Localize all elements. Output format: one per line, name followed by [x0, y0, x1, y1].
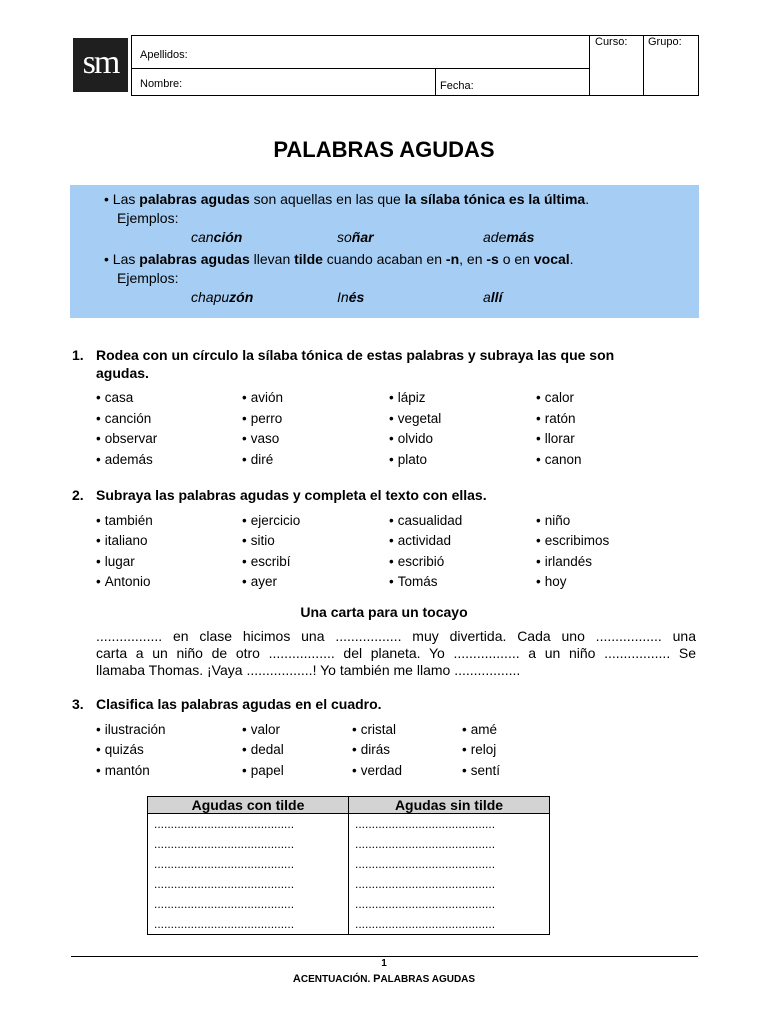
word-item: • observar: [96, 431, 157, 446]
header-divider: [589, 35, 590, 96]
fill-in-cell: ..........................................: [148, 834, 349, 854]
word-item: • quizás: [96, 742, 144, 757]
word-item: • vegetal: [389, 411, 441, 426]
word-item: • verdad: [352, 763, 402, 778]
fill-in-cell: ..........................................: [349, 914, 550, 935]
letter-text: [96, 628, 696, 679]
example-word: chapuzón: [191, 289, 254, 305]
sm-logo-icon: sm: [73, 38, 128, 92]
rule-text: son aquellas en las que: [249, 191, 405, 207]
bullet-icon: •: [104, 251, 109, 267]
fill-in-line: carta a un niño de otro ................. del planeta. Yo ................. a un niño ................. Se: [96, 645, 696, 661]
header-divider: [643, 35, 644, 96]
word-item: • también: [96, 513, 153, 528]
rule-text: Las: [112, 191, 140, 207]
table-row: [148, 874, 550, 894]
word-item: • ilustración: [96, 722, 166, 737]
classification-table: [147, 796, 550, 935]
table-row: [148, 814, 550, 835]
word-item: • ratón: [536, 411, 576, 426]
example-word: soñar: [337, 229, 374, 245]
apellidos-field: Apellidos:: [140, 49, 188, 61]
fill-in-cell: ..........................................: [349, 854, 550, 874]
grupo-field: Grupo:: [648, 36, 682, 48]
question-text: Clasifica las palabras agudas en el cuadro.: [96, 696, 382, 712]
word-item: • Tomás: [389, 574, 438, 589]
bullet-icon: •: [104, 191, 109, 207]
rule-1: [104, 191, 589, 207]
word-item: • calor: [536, 390, 574, 405]
word-item: • canon: [536, 452, 582, 467]
word-item: • perro: [242, 411, 282, 426]
fecha-field: Fecha:: [440, 80, 474, 92]
rule-text: .: [585, 191, 590, 207]
question-1-title: [72, 346, 614, 382]
rule-bold: la sílaba tónica es la última: [404, 191, 586, 207]
header-divider: [435, 68, 436, 96]
fill-in-cell: ..........................................: [148, 914, 349, 935]
word-item: • casualidad: [389, 513, 462, 528]
word-item: • cristal: [352, 722, 396, 737]
question-text: Rodea con un círculo la sílaba tónica de estas palabras y subraya las que son: [96, 347, 615, 363]
footer-divider: [71, 956, 698, 957]
fill-in-cell: ..........................................: [148, 854, 349, 874]
fill-in-cell: ..........................................: [148, 814, 349, 835]
word-item: • escribió: [389, 554, 444, 569]
word-item: • lugar: [96, 554, 135, 569]
word-item: • dirás: [352, 742, 390, 757]
fill-in-line: ................. en clase hicimos una ................. muy divertida. Cada uno ................. una: [96, 628, 696, 644]
fill-in-cell: ..........................................: [349, 834, 550, 854]
word-item: • actividad: [389, 533, 451, 548]
letter-title: Una carta para un tocayo: [300, 604, 468, 620]
question-number: 1.: [72, 347, 84, 363]
word-item: • además: [96, 452, 153, 467]
ejemplos-label: Ejemplos:: [117, 210, 179, 226]
header-divider: [132, 68, 589, 69]
column-header-con-tilde: Agudas con tilde: [148, 797, 349, 814]
rule-bold: palabras agudas: [139, 191, 250, 207]
fill-in-line: llamaba Thomas. ¡Vaya .................! Yo también me llamo .................: [96, 662, 521, 678]
question-2-title: [72, 486, 487, 504]
word-item: • sentí: [462, 763, 500, 778]
table-row: [148, 834, 550, 854]
rule-2: • Las palabras agudas llevan tilde cuando acaban en -n, en -s o en vocal.: [104, 251, 574, 267]
word-item: • ayer: [242, 574, 277, 589]
page-title: PALABRAS AGUDAS: [273, 137, 495, 162]
word-item: • reloj: [462, 742, 496, 757]
question-text: agudas.: [96, 365, 149, 381]
word-item: • diré: [242, 452, 273, 467]
word-item: • italiano: [96, 533, 148, 548]
question-3-title: [72, 695, 382, 713]
curso-field: Curso:: [595, 36, 628, 48]
column-header-sin-tilde: Agudas sin tilde: [349, 797, 550, 814]
fill-in-cell: ..........................................: [148, 874, 349, 894]
fill-in-cell: ..........................................: [349, 894, 550, 914]
word-item: • canción: [96, 411, 151, 426]
word-item: • escribí: [242, 554, 291, 569]
word-item: • sitio: [242, 533, 275, 548]
word-item: • irlandés: [536, 554, 592, 569]
word-item: • lápiz: [389, 390, 426, 405]
question-number: 3.: [72, 696, 84, 712]
footer-title: ACENTUACIÓN. PALABRAS AGUDAS: [292, 973, 476, 985]
word-item: • hoy: [536, 574, 567, 589]
table-row: [148, 894, 550, 914]
fill-in-cell: ..........................................: [349, 874, 550, 894]
word-item: • llorar: [536, 431, 575, 446]
ejemplos-label: Ejemplos:: [117, 270, 179, 286]
question-text: Subraya las palabras agudas y completa el texto con ellas.: [96, 487, 487, 503]
word-item: • ejercicio: [242, 513, 300, 528]
nombre-field: Nombre:: [140, 78, 183, 90]
word-item: • casa: [96, 390, 133, 405]
example-word: canción: [191, 229, 243, 245]
word-item: • papel: [242, 763, 284, 778]
word-item: • olvido: [389, 431, 433, 446]
word-item: • niño: [536, 513, 570, 528]
example-word: allí: [483, 289, 503, 305]
word-item: • escribimos: [536, 533, 609, 548]
table-row: [148, 914, 550, 935]
word-item: • Antonio: [96, 574, 151, 589]
example-word: Inés: [337, 289, 365, 305]
fill-in-cell: ..........................................: [349, 814, 550, 835]
word-item: • dedal: [242, 742, 284, 757]
word-item: • amé: [462, 722, 497, 737]
example-word: además: [483, 229, 535, 245]
word-item: • plato: [389, 452, 427, 467]
word-item: • valor: [242, 722, 280, 737]
table-row: [148, 854, 550, 874]
word-item: • mantón: [96, 763, 150, 778]
word-item: • vaso: [242, 431, 279, 446]
publisher-logo: [70, 35, 132, 96]
word-item: • avión: [242, 390, 283, 405]
question-number: 2.: [72, 487, 84, 503]
fill-in-cell: ..........................................: [148, 894, 349, 914]
page-number: 1: [381, 958, 387, 969]
